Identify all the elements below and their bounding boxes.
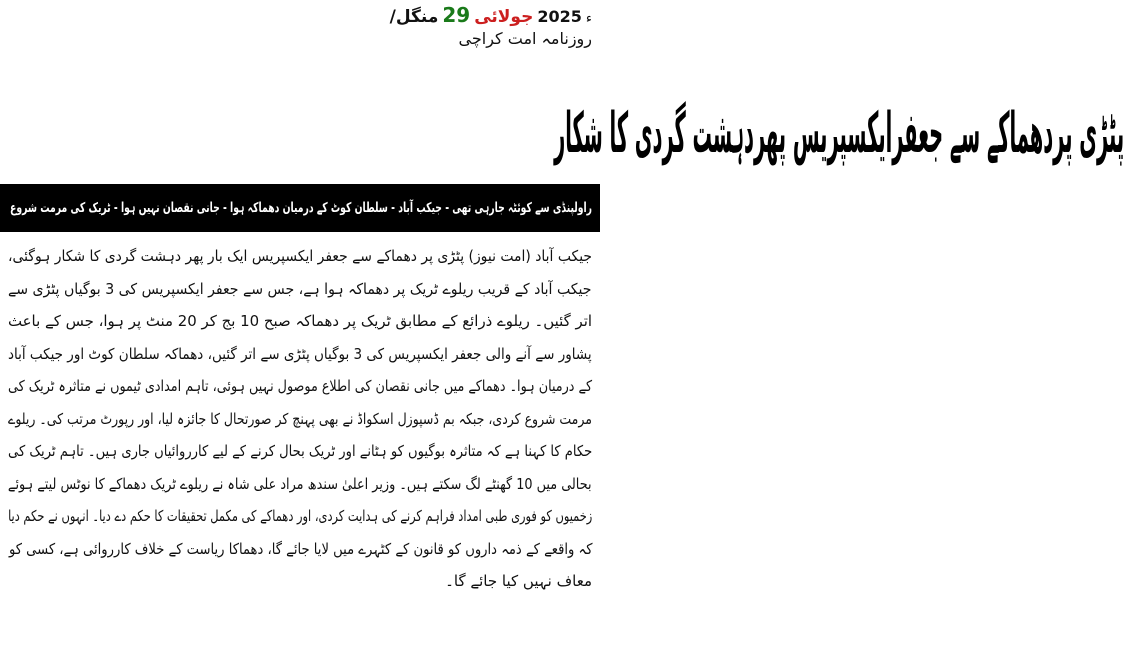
- date-day: منگل/: [389, 7, 439, 27]
- body-line: بحالی میں 10 گھنٹے لگ سکتے ہیں۔ وزیر اعلیٰ سندھ مراد علی شاہ نے ریلوے ٹریک دھماکے کا نوٹس لیتے ہوئے: [8, 474, 592, 493]
- article-body: [8, 240, 592, 598]
- body-line: جیکب آباد کے قریب ریلوے ٹریک پر دھماکہ ہوا ہے، جس سے جعفر ایکسپریس کی 3 بوگیاں پٹڑی سے: [8, 279, 592, 298]
- date-row: [390, 4, 592, 28]
- date-year-suffix: ء: [585, 11, 592, 26]
- body-line: حکام کا کہنا ہے کہ متاثرہ بوگیوں کو ہٹانے اور ٹریک بحال کرنے کے لیے کارروائیاں جاری ہیں۔ تاہم ٹریک کی: [7, 442, 592, 460]
- headline: [12, 86, 1125, 180]
- body-line: معاف نہیں کیا جائے گا۔: [445, 572, 592, 590]
- body-line: اتر گئیں۔ ریلوے ذرائع کے مطابق ٹریک پر دھماکہ صبح 10 بج کر 20 منٹ پر ہوا، جس کے باعث: [7, 312, 592, 330]
- body-line: پشاور سے آنے والی جعفر ایکسپریس کی 3 بوگیاں پٹڑی سے اتر گئیں، دھماکہ سلطان کوٹ اور جیکب آباد: [8, 344, 592, 363]
- newspaper-name: روزنامہ امت کراچی: [458, 28, 592, 48]
- date-number: 29: [442, 3, 471, 27]
- headline-text: پٹڑی پردھماکے سے جعفرایکسپریس پھردہشت گردی کا شکار: [554, 100, 1125, 166]
- body-line: کے درمیان ہوا۔ دھماکے میں جانی نقصان کی اطلاع موصول نہیں ہوئی، تاہم امدادی ٹیموں نے متاثرہ ٹریک کی: [7, 377, 592, 395]
- body-line: زخمیوں کو فوری طبی امداد فراہم کرنے کی ہدایت کردی، اور دھماکے کی مکمل تحقیقات کا حکم دے دیا۔ انہوں نے حکم دیا: [7, 507, 592, 525]
- dateline: [390, 4, 592, 48]
- body-line: مرمت شروع کردی، جبکہ بم ڈسپوزل اسکواڈ نے بھی پہنچ کر صورتحال کا جائزہ لیا، اور رپورٹ مرتب کی۔ ریلوے: [8, 409, 592, 428]
- body-line: جیکب آباد (امت نیوز) پٹڑی پر دھماکے سے جعفر ایکسپریس ایک بار پھر دہشت گردی کا شکار ہوگئی،: [7, 247, 592, 265]
- body-line: کہ واقعے کے ذمہ داروں کو قانون کے کٹہرے میں لایا جائے گا، دھماکا ریاست کے خلاف کارروائی ہے، کسی کو: [8, 539, 592, 558]
- date-year: 2025: [537, 7, 582, 26]
- subheadline-strip: [0, 184, 600, 232]
- subheadline-line: راولپنڈی سے کوئٹہ جارہی تھی - جیکب آباد - سلطان کوٹ کے درمیان دھماکہ ہوا - جانی نقصان نہیں ہوا - ٹریک کی مرمت شروع: [9, 200, 592, 216]
- date-month: جولائی: [474, 7, 534, 27]
